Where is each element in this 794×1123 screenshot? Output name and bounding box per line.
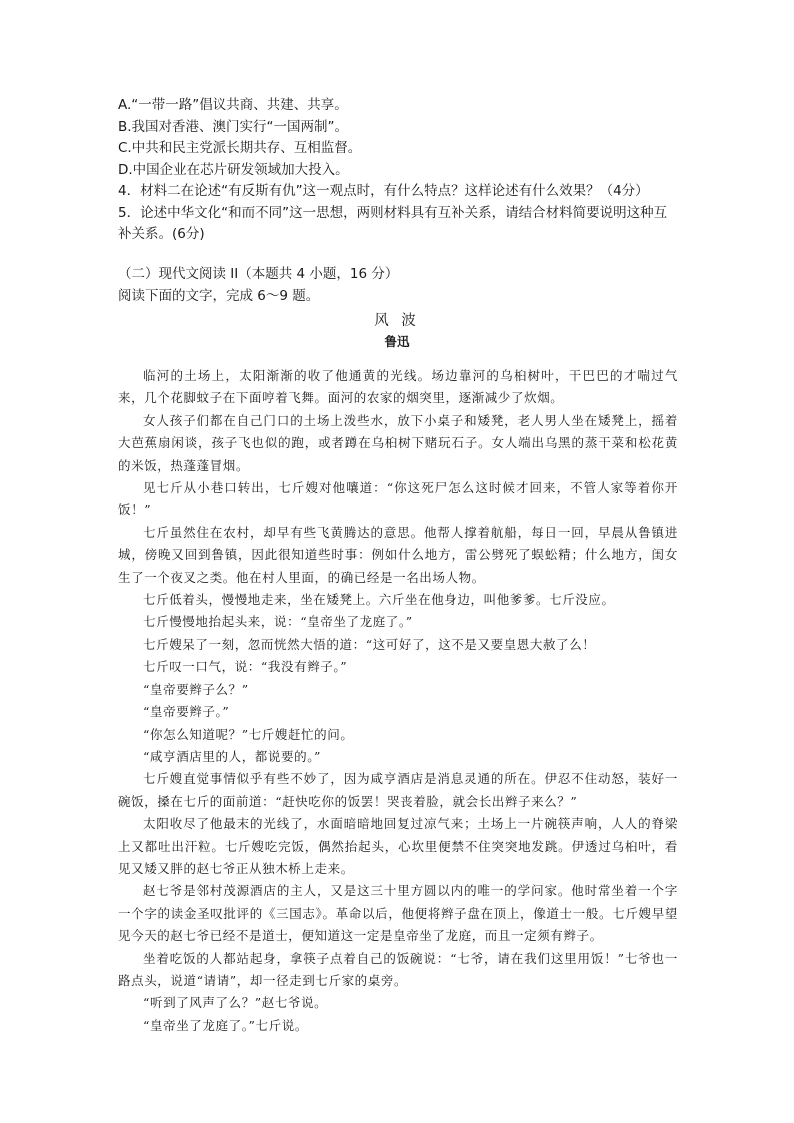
story-paragraph: 坐着吃饭的人都站起身，拿筷子点着自己的饭碗说：“七爷，请在我们这里用饭！”七爷也一路点头，说道“请请”，却一径走到七斤家的桌旁。 [118,950,678,988]
section-header [118,263,678,307]
story-paragraph: 见七斤从小巷口转出，七斤嫂对他嚷道：“你这死尸怎么这时候才回来，不管人家等着你开饭！” [118,480,678,518]
story-paragraph: 七斤虽然住在农村，却早有些飞黄腾达的意思。他帮人撑着航船，每日一回，早晨从鲁镇进城，傍晚又回到鲁镇，因此很知道些时事：例如什么地方，雷公劈死了蜈蚣精；什么地方，闺女生了一个夜叉之类。他在村人里面，的确已经是一名出场人物。 [118,524,678,585]
story-paragraph: 女人孩子们都在自己门口的土场上泼些水，放下小桌子和矮凳，老人男人坐在矮凳上，摇着大芭蕉扇闲谈，孩子飞也似的跑，或者蹲在乌桕树下赌玩石子。女人端出乌黑的蒸干菜和松花黄的米饭，热蓬蓬冒烟。 [118,412,678,473]
section-instruction: 阅读下面的文字，完成 6～9 题。 [118,288,320,304]
story-author: 鲁迅 [384,334,410,349]
option-d: D.中国企业在芯片研发领域加大投入。 [118,161,349,178]
questions-block [118,95,678,246]
story-paragraph: “听到了风声了么？”赵七爷说。 [143,995,328,1011]
story-paragraph: “皇帝要辫子么？” [143,681,249,697]
story-paragraph: 临河的土场上，太阳渐渐的收了他通黄的光线。场边靠河的乌桕树叶，干巴巴的才喘过气来，几个花脚蚊子在下面哼着飞舞。面河的农家的烟突里，逐渐减少了炊烟。 [118,368,678,406]
question-4: 4．材料二在论述“有反斯有仇”这一观点时，有什么特点？这样论述有什么效果？（4分） [118,183,649,199]
story-paragraph: 七斤嫂呆了一刻，忽而恍然大悟的道：“这可好了，这不是又要皇恩大赦了么！ [143,636,596,652]
story-body [118,365,678,1037]
story-paragraph: 七斤嫂直觉事情似乎有些不妙了，因为咸亨酒店是消息灵通的所在。伊忍不住动怒，装好一碗饭，搡在七斤的面前道：“赶快吃你的饭罢！哭丧着脸，就会长出辫子来么？” [118,771,678,809]
option-c: C.中共和民主党派长期共存、互相监督。 [118,140,362,156]
option-a: A.“一带一路”倡议共商、共建、共享。 [118,97,348,113]
option-b: B.我国对香港、澳门实行“一国两制”。 [118,118,349,135]
story-title: 风 波 [374,313,420,329]
story-paragraph: 七斤慢慢地抬起头来，说：“皇帝坐了龙庭了。” [143,614,413,630]
story-paragraph: 太阳收尽了他最末的光线了，水面暗暗地回复过凉气来；土场上一片碗筷声响，人人的脊梁上又都吐出汗粒。七斤嫂吃完饭，偶然抬起头，心坎里便禁不住突突地发跳。伊透过乌桕叶，看见又矮又胖的赵七爷正从独木桥上走来。 [118,816,678,876]
story-paragraph: “皇帝要辫子。” [143,704,230,720]
question-5: 5．论述中华文化“和而不同”这一思想，两则材料具有互补关系，请结合材料简要说明这种互补关系。(6分) [118,204,668,242]
story-paragraph: “咸亨酒店里的人，都说要的。” [143,748,322,764]
story-title-block [0,311,794,351]
story-paragraph: 七斤叹一口气，说：“我没有辫子。” [143,659,348,675]
story-paragraph: “你怎么知道呢？”七斤嫂赶忙的问。 [143,726,354,742]
section-heading: （二）现代文阅读 II（本题共 4 小题，16 分） [118,266,399,282]
story-paragraph: “皇帝坐了龙庭了。”七斤说。 [143,1017,308,1033]
story-paragraph: 赵七爷是邻村茂源酒店的主人，又是这三十里方圆以内的唯一的学问家。他时常坐着一个字一个字的读金圣叹批评的《三国志》。革命以后，他便将辫子盘在顶上，像道士一般。七斤嫂早望见今天的赵七爷已经不是道士，便知道这一定是皇帝坐了龙庭，而且一定须有辫子。 [118,883,678,944]
story-paragraph: 七斤低着头，慢慢地走来，坐在矮凳上。六斤坐在他身边，叫他爹爹。七斤没应。 [143,592,615,608]
